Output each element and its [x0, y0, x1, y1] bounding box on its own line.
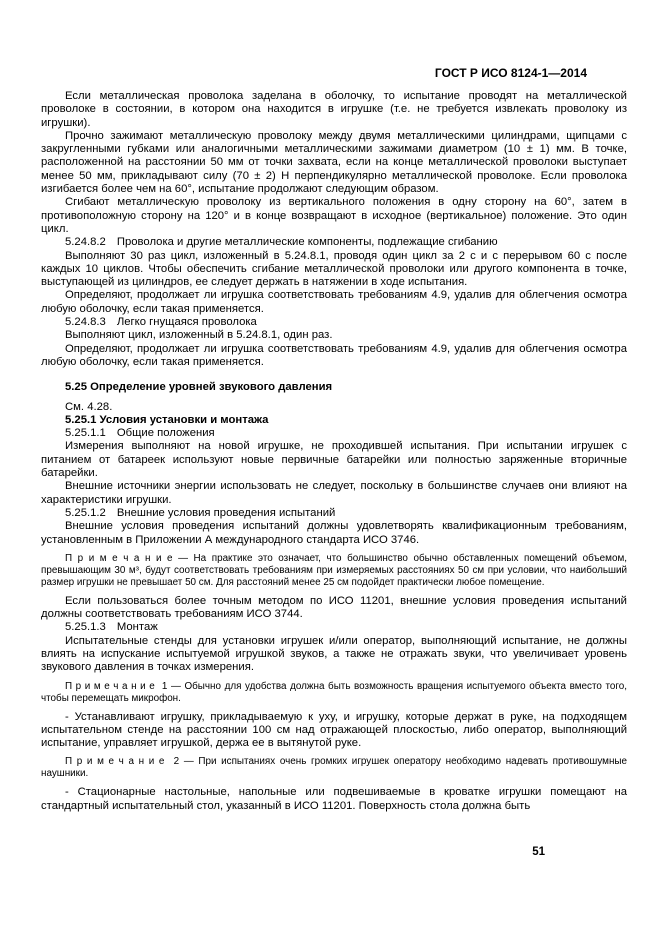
numbered-clause: [41, 316, 627, 329]
document-body: [41, 90, 627, 813]
paragraph: Выполняют 30 раз цикл, изложенный в 5.24.8.1, проводя один цикл за 2 с и с перерывом 60 с после каждых 10 циклов. Чтобы обеспечить сгибание металлической проволоки или другого компонента в точке, выступающей из цилиндров, ее следует держать в натяжении в ходе испытания.: [41, 249, 627, 289]
section-heading: 5.25 Определение уровней звукового давления: [65, 381, 333, 394]
paragraph: Измерения выполняют на новой игрушке, не проходившей испытания. При испытании игрушек с питанием от батареек используют новые первичные батарейки или полностью заряженные вторичные батарейки.: [41, 440, 627, 480]
paragraph: Если металлическая проволока заделана в оболочку, то испытание проводят на металлической проволоке в состоянии, в котором она находится в игрушке (т.е. не требуется извлекать проволоку из игрушки).: [41, 90, 627, 129]
paragraph: Выполняют цикл, изложенный в 5.24.8.1, один раз.: [65, 329, 333, 342]
paragraph: Если пользоваться более точным методом по ИСО 11201, внешние условия проведения испытаний должны соответствовать требованиям ИСО 3744.: [41, 594, 627, 621]
clause-title: Проволока и другие металлические компоненты, подлежащие сгибанию: [116, 236, 498, 249]
paragraph: Внешние условия проведения испытаний должны удовлетворять квалификационным требованиям, установленным в Приложении А международного стандарта ИСО 3746.: [41, 520, 627, 546]
numbered-clause: [41, 427, 627, 440]
paragraph: См. 4.28.: [65, 400, 113, 413]
note-text: — Обычно для удобства должна быть возможность вращения испытуемого объекта вместо того, чтобы перемещать микрофон.: [41, 680, 627, 704]
paragraph: Испытательные стенды для установки игрушек и/или оператор, выполняющий испытание, не должны влиять на испускание испытуемой игрушкой звуков, а также не отражать звуки, что увеличивает уровень звукового давления в точках измерения.: [41, 634, 627, 674]
note-label: П р и м е ч а н и е: [65, 552, 173, 564]
page-number: 51: [532, 846, 545, 858]
note-label: П р и м е ч а н и е 2: [65, 756, 180, 768]
note-text: — На практике это означает, что большинство обычно обставленных помещений объемом, превышающим 30 м³, будут соответствовать требованиям при измеряемых расстояниях 50 см при условии, что наибольший размер игрушки не превышает 50 см. Для расстояний менее 25 см подойдет практически любое помещение.: [41, 552, 627, 588]
note-block: [41, 681, 627, 705]
note-text: — При испытаниях очень громких игрушек оператору необходимо надевать противошумные наушники.: [41, 756, 627, 780]
paragraph: Прочно зажимают металлическую проволоку между двумя металлическими цилиндрами, щипцами с закругленными губками или аналогичными металлическими зажимами диаметром (10 ± 1) мм. В точке, расположенной на расстоянии 50 мм от точки захвата, если на конце металлической проволоки выступает менее 50 мм, прикладывают силу (70 ± 2) Н перпендикулярно металлической проволоке. Если проволока изгибается более чем на 60°, испытание продолжают следующим образом.: [41, 129, 627, 196]
clause-number: 5.25.1.2: [65, 506, 106, 519]
numbered-clause: [41, 236, 627, 249]
note-label: П р и м е ч а н и е 1: [65, 680, 168, 692]
dash-list-item: - Стационарные настольные, напольные или подвешиваемые в кроватке игрушки помещают на стандартный испытательный стол, указанный в ИСО 11201. Поверхность стола должна быть: [41, 786, 627, 812]
clause-number: 5.25.1.1: [65, 427, 106, 440]
numbered-clause: [41, 621, 627, 634]
clause-title: Монтаж: [116, 621, 158, 634]
dash-list-item: - Устанавливают игрушку, прикладываемую к уху, и игрушку, которые держат в руке, на подходящем испытательном стенде на расстоянии 100 см над отражающей плоскостью, либо оператор, выполняющий испытание, управляет игрушкой, держа ее в вытянутой руке.: [41, 710, 627, 750]
numbered-clause: [41, 507, 627, 520]
clause-title: Легко гнущаяся проволока: [116, 316, 257, 329]
clause-number: 5.24.8.2: [65, 236, 106, 249]
clause-number: 5.25.1.3: [65, 621, 106, 634]
clause-number: 5.24.8.3: [65, 316, 106, 329]
paragraph: Определяют, продолжает ли игрушка соответствовать требованиям 4.9, удалив для облегчения осмотра любую оболочку, если такая применяется.: [41, 342, 627, 368]
running-header: ГОСТ Р ИСО 8124-1—2014: [434, 66, 587, 80]
note-block: [41, 553, 627, 589]
note-block: [41, 756, 627, 780]
paragraph: Определяют, продолжает ли игрушка соответствовать требованиям 4.9, удалив для облегчения осмотра любую оболочку, если такая применяется.: [41, 289, 627, 315]
paragraph: Внешние источники энергии использовать не следует, поскольку в большинстве случаев они влияют на характеристики игрушки.: [41, 480, 627, 506]
subsection-heading: 5.25.1 Условия установки и монтажа: [65, 413, 269, 426]
clause-title: Общие положения: [116, 427, 215, 440]
clause-title: Внешние условия проведения испытаний: [116, 506, 336, 519]
paragraph: Сгибают металлическую проволоку из вертикального положения в одну сторону на 60°, затем в противоположную сторону на 120° и в конце возвращают в исходное (вертикальное) положение. Это один цикл.: [41, 196, 627, 235]
